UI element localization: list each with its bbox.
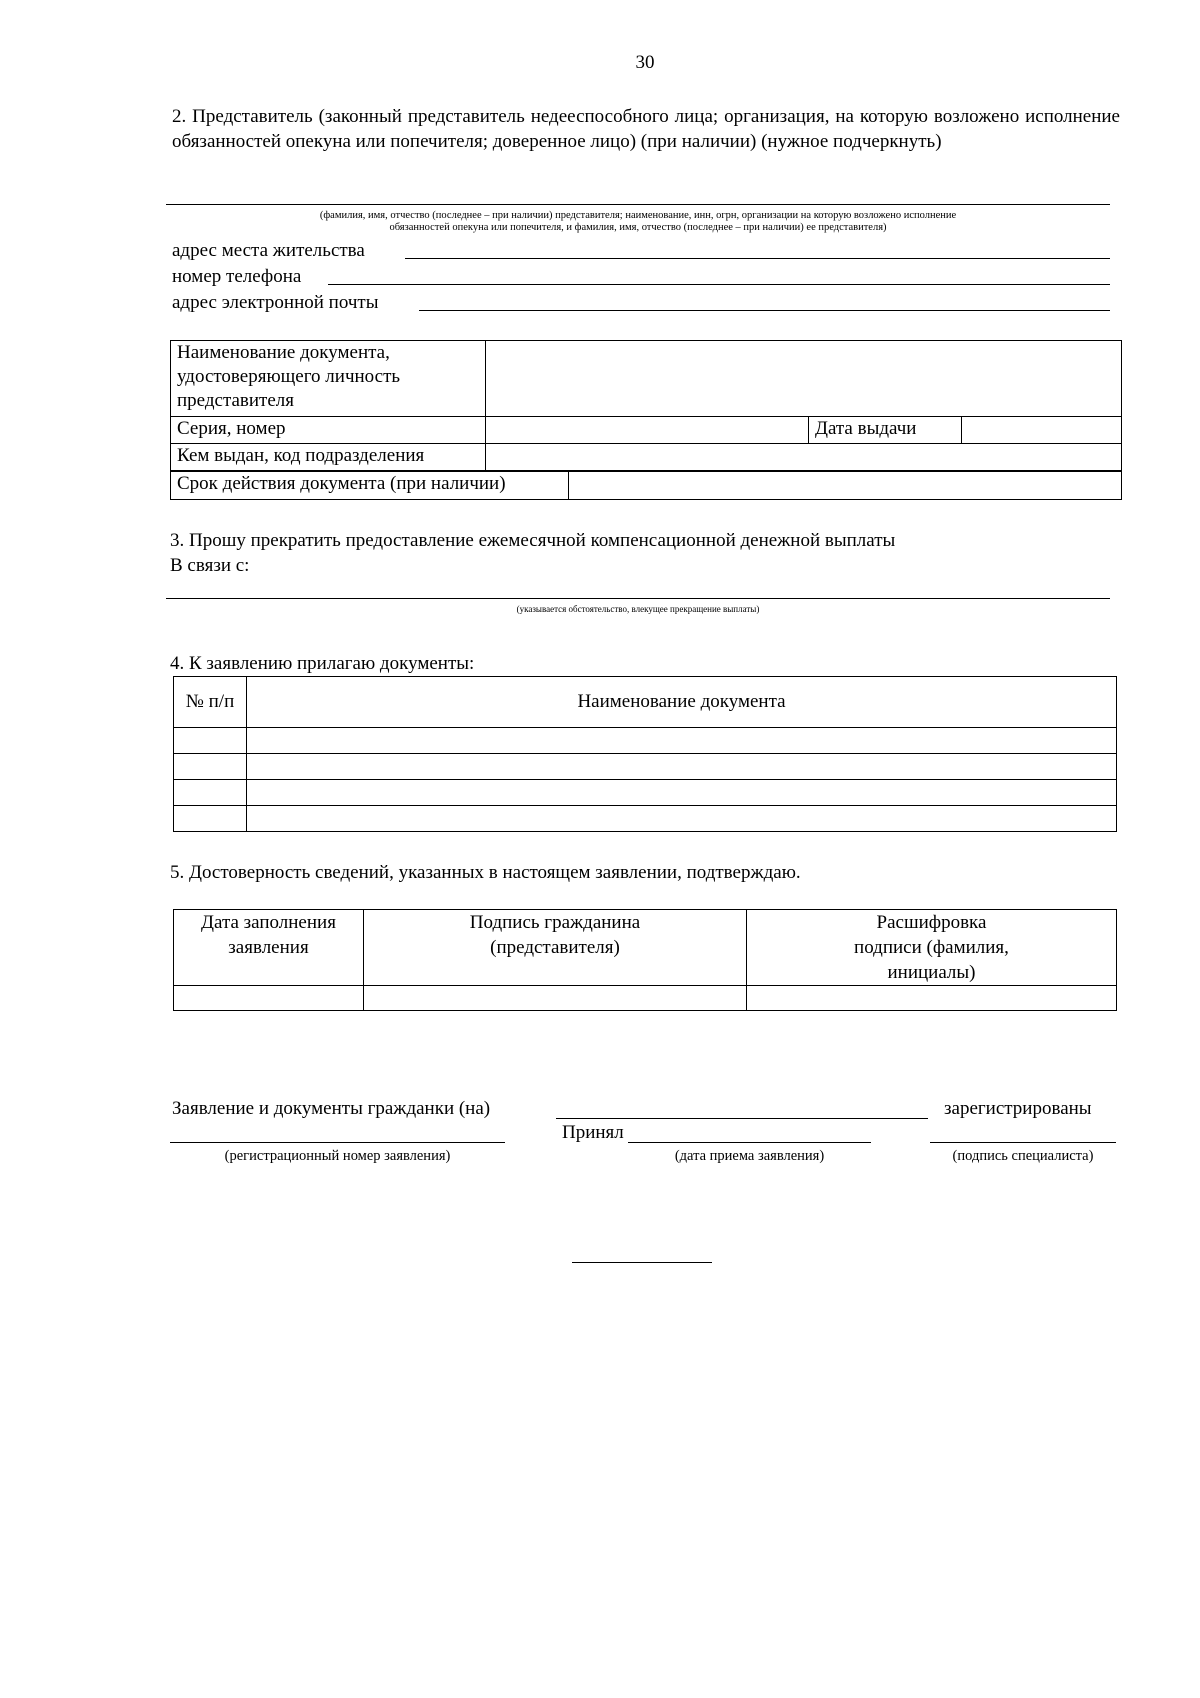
row-doc-cell[interactable] xyxy=(247,754,1117,780)
termination-reason-hint: (указывается обстоятельство, влекущее прекращение выплаты) xyxy=(516,604,760,614)
row-number-cell[interactable] xyxy=(174,806,247,832)
issued-by-value[interactable] xyxy=(486,444,1122,471)
col-number-header: № п/п xyxy=(174,677,247,728)
name-hint-line-2: обязанностей опекуна или попечителя, и фамилия, имя, отчество (последнее – при наличии) ее представителя) xyxy=(389,222,887,233)
fill-date-cell[interactable] xyxy=(174,986,364,1011)
table-row xyxy=(174,754,1117,780)
reg-number-hint: (регистрационный номер заявления) xyxy=(224,1148,451,1164)
table-row xyxy=(174,728,1117,754)
specialist-sign-hint: (подпись специалиста) xyxy=(952,1148,1094,1164)
section-3-line-1: 3. Прошу прекратить предоставление ежемесячной компенсационной денежной выплаты xyxy=(170,530,896,551)
phone-field[interactable] xyxy=(328,284,1110,285)
row-number-cell[interactable] xyxy=(174,780,247,806)
series-value[interactable] xyxy=(486,417,809,444)
specialist-sign-line[interactable] xyxy=(930,1142,1116,1143)
col-date-header: Дата заполнения заявления xyxy=(174,910,364,986)
acceptance-date-line[interactable] xyxy=(628,1142,871,1143)
accepted-label: Принял xyxy=(562,1122,624,1143)
phone-label: номер телефона xyxy=(172,266,302,287)
col-doc-name-header: Наименование документа xyxy=(247,677,1117,728)
representative-name-hint xyxy=(166,210,1110,234)
email-field[interactable] xyxy=(419,310,1110,311)
registered-label: зарегистрированы xyxy=(944,1098,1092,1119)
row-doc-cell[interactable] xyxy=(247,780,1117,806)
email-label: адрес электронной почты xyxy=(172,292,379,313)
table-row xyxy=(174,806,1117,832)
id-document-table xyxy=(170,340,1122,471)
validity-table xyxy=(170,471,1122,500)
signature-decode-cell[interactable] xyxy=(747,986,1117,1011)
representative-name-line[interactable] xyxy=(166,204,1110,205)
page-number: 30 xyxy=(635,52,655,73)
reg-number-line[interactable] xyxy=(170,1142,505,1143)
termination-reason-line[interactable] xyxy=(166,598,1110,599)
section-5-heading: 5. Достоверность сведений, указанных в настоящем заявлении, подтверждаю. xyxy=(170,862,801,883)
issued-by-label: Кем выдан, код подразделения xyxy=(171,444,486,471)
doc-name-label: Наименование документа, удостоверяющего личность представителя xyxy=(171,341,486,417)
address-field[interactable] xyxy=(405,258,1110,259)
address-label: адрес места жительства xyxy=(172,240,365,261)
docs-registered-label: Заявление и документы гражданки (на) xyxy=(172,1098,491,1119)
doc-name-value[interactable] xyxy=(486,341,1122,417)
row-doc-cell[interactable] xyxy=(247,728,1117,754)
validity-label: Срок действия документа (при наличии) xyxy=(171,472,569,500)
closing-separator xyxy=(572,1262,712,1263)
col-decode-header: Расшифровка подписи (фамилия, инициалы) xyxy=(747,910,1117,986)
issue-date-value[interactable] xyxy=(962,417,1122,444)
table-row xyxy=(174,780,1117,806)
row-number-cell[interactable] xyxy=(174,754,247,780)
signature-table xyxy=(173,909,1117,1011)
col-sign-header: Подпись гражданина (представителя) xyxy=(364,910,747,986)
validity-value[interactable] xyxy=(569,472,1122,500)
series-label: Серия, номер xyxy=(171,417,486,444)
name-hint-line-1: (фамилия, имя, отчество (последнее – при наличии) представителя; наименование, инн, огрн, организации на которую возложено исполнение xyxy=(319,210,957,221)
issue-date-label: Дата выдачи xyxy=(809,417,962,444)
attached-documents-table xyxy=(173,676,1117,832)
row-doc-cell[interactable] xyxy=(247,806,1117,832)
section-3-line-2: В связи с: xyxy=(170,555,250,576)
acceptance-date-hint: (дата приема заявления) xyxy=(674,1148,825,1164)
section-2-text: 2. Представитель (законный представитель недееспособного лица; организация, на которую возложено исполнение обязанностей опекуна или попечителя; доверенное лицо) (при наличии) (нужное подчеркнуть) xyxy=(172,106,1120,152)
signature-cell[interactable] xyxy=(364,986,747,1011)
row-number-cell[interactable] xyxy=(174,728,247,754)
citizen-name-line[interactable] xyxy=(556,1118,928,1119)
section-4-heading: 4. К заявлению прилагаю документы: xyxy=(170,653,475,674)
